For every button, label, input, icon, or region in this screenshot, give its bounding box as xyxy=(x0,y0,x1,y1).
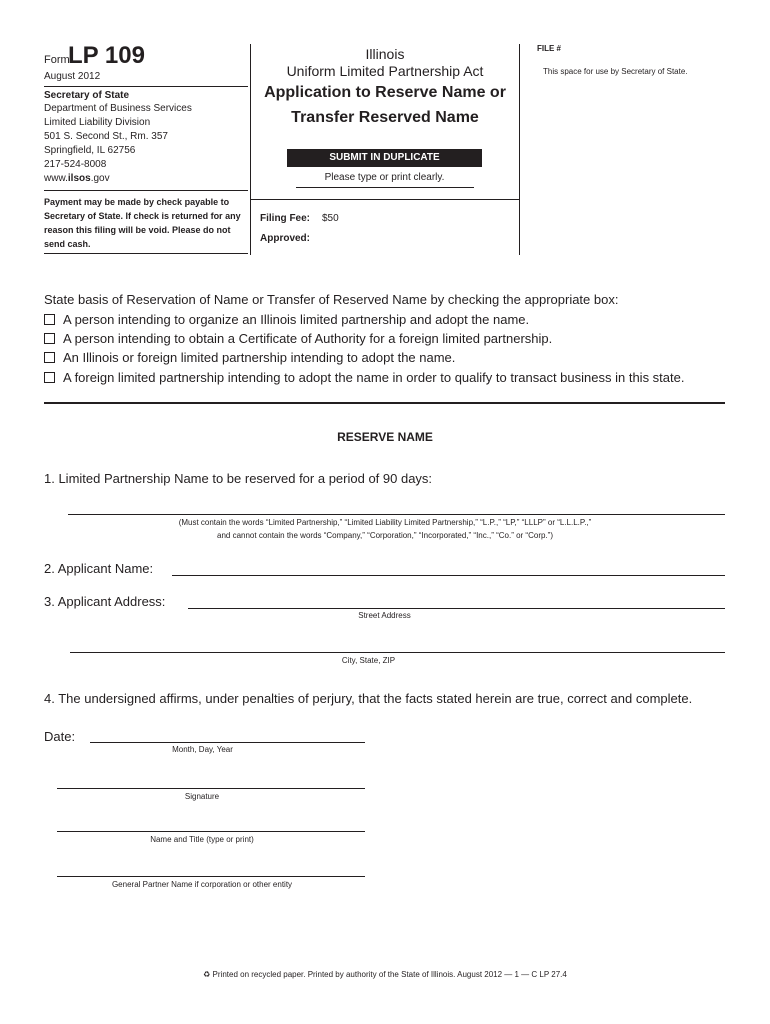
signature-caption: Signature xyxy=(184,792,220,801)
street-address: 501 S. Second St., Rm. 357 xyxy=(44,131,168,142)
name-title-field[interactable] xyxy=(57,831,365,832)
section-heading: RESERVE NAME xyxy=(337,430,433,444)
form-date: August 2012 xyxy=(44,71,101,82)
form-number: LP 109 xyxy=(68,42,145,69)
footer xyxy=(0,970,770,979)
division: Limited Liability Division xyxy=(44,117,151,128)
website[interactable]: www.ilsos.gov xyxy=(44,173,110,184)
form-title-line2: Transfer Reserved Name xyxy=(291,109,479,126)
date-caption: Month, Day, Year xyxy=(172,745,233,754)
filing-fee-label: Filing Fee: xyxy=(260,213,310,224)
date-label: Date: xyxy=(44,729,76,744)
item-3-label: 3. Applicant Address: xyxy=(44,594,166,609)
signature-field[interactable] xyxy=(57,788,365,789)
basis-option-3[interactable]: An Illinois or foreign limited partnership intending to adopt the name. xyxy=(44,350,455,365)
applicant-name-field[interactable] xyxy=(172,575,725,576)
street-address-field[interactable] xyxy=(188,608,725,609)
checkbox-certificate[interactable] xyxy=(44,333,55,344)
item-4-affirmation: 4. The undersigned affirms, under penalties of perjury, that the facts stated herein are true, correct and complete. xyxy=(44,691,693,706)
street-address-caption: Street Address xyxy=(358,611,411,620)
checkbox-adopt[interactable] xyxy=(44,352,55,363)
name-requirements-2: and cannot contain the words “Company,” “Corporation,” “Incorporated,” “Inc.,” “Co.” or “Corp.”) xyxy=(217,531,553,540)
general-partner-field[interactable] xyxy=(57,876,365,877)
name-requirements-1: (Must contain the words “Limited Partnership,” “Limited Liability Limited Partnership,” “L.P.,” “LP,” “LLLP” or “L.L.L.P.,” xyxy=(178,518,592,527)
office-name: Secretary of State xyxy=(44,90,130,101)
city-address: Springfield, IL 62756 xyxy=(44,145,136,156)
item-1-label: 1. Limited Partnership Name to be reserved for a period of 90 days: xyxy=(44,471,433,486)
basis-option-4[interactable]: A foreign limited partnership intending to adopt the name in order to qualify to transact business in this state. xyxy=(44,370,684,385)
checkbox-foreign[interactable] xyxy=(44,372,55,383)
payment-note: Payment may be made by check payable to Secretary of State. If check is returned for any reason this filing will be void. Please do not send cash. xyxy=(44,197,241,249)
checkbox-organize[interactable] xyxy=(44,314,55,325)
file-number-label: FILE # xyxy=(537,44,562,53)
item-2-label: 2. Applicant Name: xyxy=(44,561,154,576)
lp-name-field[interactable] xyxy=(68,514,725,515)
approved-label: Approved: xyxy=(260,233,310,244)
sos-use-note: This space for use by Secretary of State. xyxy=(543,67,688,76)
basis-intro: State basis of Reservation of Name or Transfer of Reserved Name by checking the appropriate box: xyxy=(44,292,619,307)
name-title-caption: Name and Title (type or print) xyxy=(150,835,254,844)
date-field[interactable] xyxy=(90,742,365,743)
phone: 217-524-8008 xyxy=(44,159,107,170)
submit-banner: SUBMIT IN DUPLICATE xyxy=(287,149,482,167)
general-partner-caption: General Partner Name if corporation or other entity xyxy=(111,880,293,889)
city-state-zip-caption: City, State, ZIP xyxy=(341,656,396,665)
basis-option-2[interactable]: A person intending to obtain a Certificate of Authority for a foreign limited partnership. xyxy=(44,331,552,346)
filing-fee-value: $50 xyxy=(322,213,339,224)
form-title-line1: Application to Reserve Name or xyxy=(264,84,506,101)
form-word: Form xyxy=(44,54,70,66)
act-name: Uniform Limited Partnership Act xyxy=(286,63,484,79)
basis-option-1[interactable]: A person intending to organize an Illinois limited partnership and adopt the name. xyxy=(44,312,529,327)
recycle-icon: ♻ xyxy=(203,970,211,979)
city-state-zip-field[interactable] xyxy=(70,652,725,653)
type-note: Please type or print clearly. xyxy=(324,172,445,183)
state-name: Illinois xyxy=(365,46,405,62)
footer-text: Printed on recycled paper. Printed by authority of the State of Illinois. August 2012 — 1 — C LP 27.4 xyxy=(212,970,567,979)
department: Department of Business Services xyxy=(44,103,192,114)
